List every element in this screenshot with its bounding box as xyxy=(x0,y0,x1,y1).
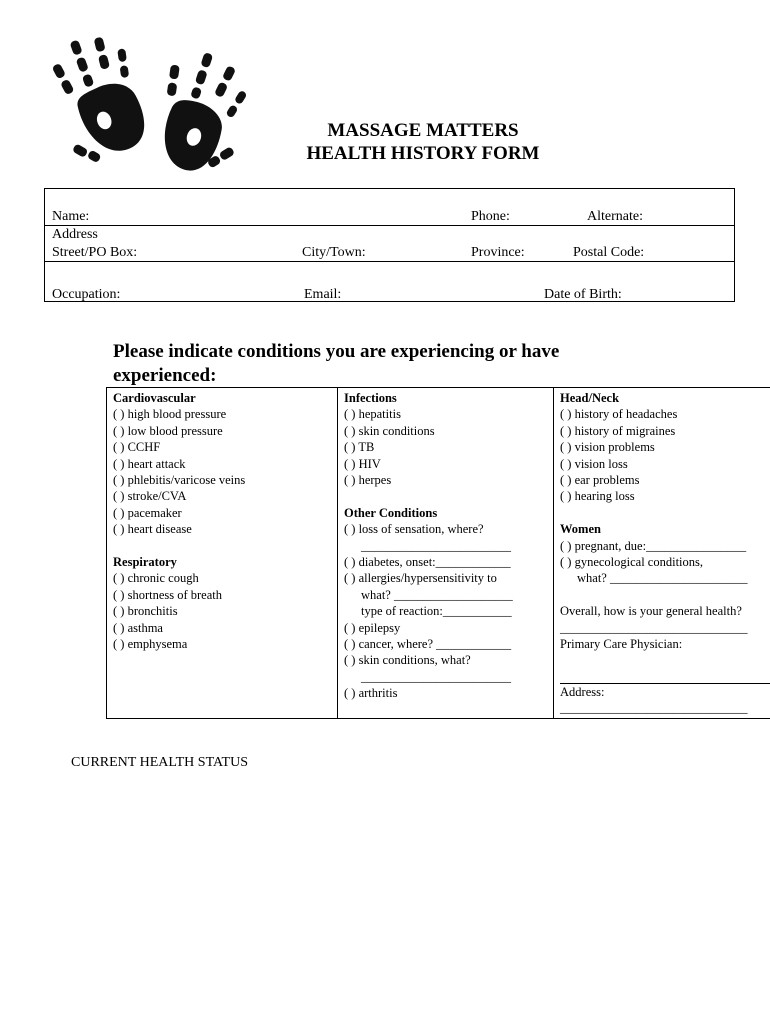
personal-info-box xyxy=(44,188,735,302)
condition-checkbox-item[interactable]: ( ) vision problems xyxy=(560,440,655,455)
condition-checkbox-item[interactable]: ( ) low blood pressure xyxy=(113,423,223,438)
spacer xyxy=(344,488,549,504)
form-title-line1: MASSAGE MATTERS xyxy=(327,120,519,141)
condition-checkbox-item[interactable]: ( ) shortness of breath xyxy=(113,587,222,602)
condition-category-heading: Head/Neck xyxy=(560,391,620,405)
condition-checkbox-item[interactable]: ( ) diabetes, onset:____________ xyxy=(344,555,511,570)
condition-checkbox-item[interactable]: ( ) hepatitis xyxy=(344,407,401,422)
condition-checkbox-item[interactable]: ( ) pregnant, due:________________ xyxy=(560,538,747,553)
condition-checkbox-item[interactable]: ( ) skin conditions, what? xyxy=(344,653,471,668)
condition-checkbox-item[interactable]: ( ) history of headaches xyxy=(560,407,678,422)
condition-checkbox-item[interactable]: ( ) phlebitis/varicose veins xyxy=(113,473,246,488)
condition-checkbox-item[interactable]: ( ) skin conditions xyxy=(344,423,435,438)
postal-code-field[interactable]: Postal Code: xyxy=(573,245,645,260)
condition-checkbox-item[interactable]: ( ) loss of sensation, where? xyxy=(344,522,484,537)
form-title-line2: HEALTH HISTORY FORM xyxy=(306,143,540,164)
condition-checkbox-item[interactable]: Address: xyxy=(560,684,605,699)
condition-checkbox-item[interactable]: ( ) herpes xyxy=(344,473,392,488)
column-divider xyxy=(337,388,338,718)
conditions-table xyxy=(106,387,770,719)
conditions-column-cardio-respiratory xyxy=(113,390,333,652)
condition-checkbox-item[interactable]: Overall, how is your general health? xyxy=(560,604,742,619)
condition-checkbox-item[interactable]: ( ) HIV xyxy=(344,456,381,471)
condition-answer-line[interactable]: type of reaction:___________ xyxy=(361,604,512,619)
condition-checkbox-item[interactable]: ( ) vision loss xyxy=(560,456,628,471)
conditions-column-head-women xyxy=(560,390,770,717)
condition-answer-line[interactable]: what? ______________________ xyxy=(577,571,748,586)
email-field[interactable]: Email: xyxy=(304,287,342,302)
condition-checkbox-item[interactable]: ( ) high blood pressure xyxy=(113,407,227,422)
condition-checkbox-item[interactable]: ______________________________ xyxy=(560,620,748,635)
condition-category-heading: Respiratory xyxy=(113,555,177,570)
condition-checkbox-item[interactable]: ( ) ear problems xyxy=(560,473,640,488)
condition-answer-line[interactable]: ________________________ xyxy=(361,669,511,684)
column-divider xyxy=(553,388,554,718)
handprints-logo xyxy=(40,18,260,178)
phone-field[interactable]: Phone: xyxy=(471,209,510,224)
alternate-phone-field[interactable]: Alternate: xyxy=(587,209,643,224)
condition-checkbox-item[interactable]: ( ) hearing loss xyxy=(560,489,635,504)
address-label: Address xyxy=(52,227,98,242)
condition-checkbox-item[interactable]: ( ) TB xyxy=(344,440,375,455)
conditions-prompt: Please indicate conditions you are experiencing or have experienced: xyxy=(113,341,560,386)
condition-category-heading: Cardiovascular xyxy=(113,391,196,405)
condition-checkbox-item[interactable]: ( ) pacemaker xyxy=(113,505,182,520)
condition-category-heading: Infections xyxy=(344,391,397,405)
spacer xyxy=(113,538,333,554)
condition-checkbox-item[interactable]: ( ) allergies/hypersensitivity to xyxy=(344,571,497,586)
form-title xyxy=(298,119,548,165)
name-field[interactable]: Name: xyxy=(52,209,90,224)
condition-checkbox-item[interactable]: ( ) cancer, where? ____________ xyxy=(344,637,512,652)
condition-checkbox-item[interactable]: ______________________________ xyxy=(560,701,748,716)
condition-checkbox-item[interactable]: ( ) epilepsy xyxy=(344,620,401,635)
province-field[interactable]: Province: xyxy=(471,245,525,260)
condition-checkbox-item[interactable]: ( ) heart attack xyxy=(113,456,186,471)
spacer xyxy=(560,587,770,603)
condition-checkbox-item[interactable]: ( ) asthma xyxy=(113,620,163,635)
current-health-status-heading: CURRENT HEALTH STATUS xyxy=(71,755,249,770)
condition-checkbox-item[interactable]: Primary Care Physician: xyxy=(560,637,683,652)
street-field[interactable]: Street/PO Box: xyxy=(52,245,138,260)
condition-checkbox-item[interactable]: ( ) history of migraines xyxy=(560,423,676,438)
condition-checkbox-item[interactable]: ( ) heart disease xyxy=(113,522,192,537)
conditions-column-infections-other xyxy=(344,390,549,702)
answer-line[interactable] xyxy=(560,669,770,684)
condition-checkbox-item[interactable]: ( ) arthritis xyxy=(344,686,398,701)
divider xyxy=(45,225,734,226)
condition-checkbox-item[interactable]: ( ) bronchitis xyxy=(113,604,178,619)
spacer xyxy=(560,652,770,668)
condition-answer-line[interactable]: ________________________ xyxy=(361,538,511,553)
city-field[interactable]: City/Town: xyxy=(302,245,366,260)
condition-checkbox-item[interactable]: ( ) chronic cough xyxy=(113,571,199,586)
condition-category-heading: Other Conditions xyxy=(344,505,438,520)
occupation-field[interactable]: Occupation: xyxy=(52,287,121,302)
date-of-birth-field[interactable]: Date of Birth: xyxy=(544,287,622,302)
handprints-icon xyxy=(40,18,260,178)
condition-checkbox-item[interactable]: ( ) emphysema xyxy=(113,637,188,652)
condition-answer-line[interactable]: what? ___________________ xyxy=(361,587,513,602)
condition-category-heading: Women xyxy=(560,522,601,537)
spacer xyxy=(560,505,770,521)
condition-checkbox-item[interactable]: ( ) stroke/CVA xyxy=(113,489,187,504)
divider xyxy=(45,261,734,262)
condition-checkbox-item[interactable]: ( ) gynecological conditions, xyxy=(560,555,704,570)
condition-checkbox-item[interactable]: ( ) CCHF xyxy=(113,440,161,455)
